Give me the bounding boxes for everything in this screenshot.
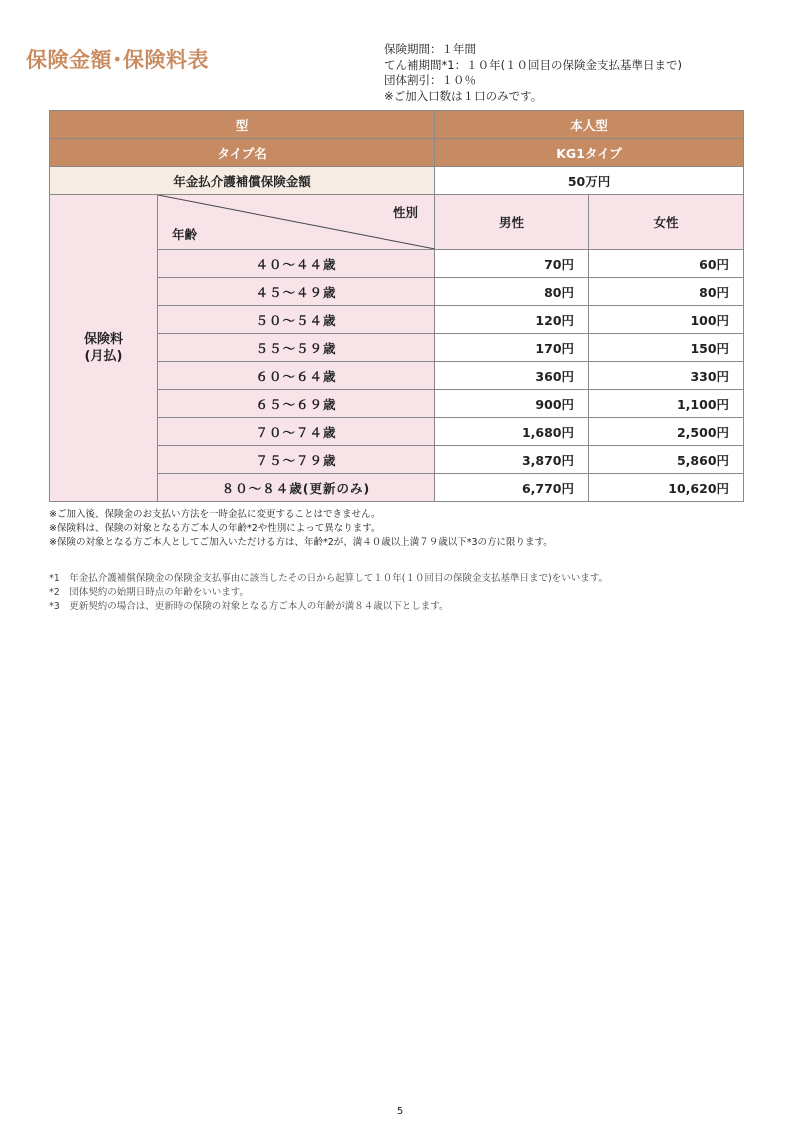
policy-meta [384, 42, 682, 104]
male-premium: 1,680円 [435, 418, 589, 446]
meta-line: 団体割引：１０％ [384, 73, 476, 87]
typename-value: KG1タイプ [435, 139, 744, 167]
age-header: 年齢 [172, 227, 198, 242]
meta-line: てん補期間*1：１０年(１０回目の保険金支払基準日まで) [384, 57, 683, 72]
female-premium: 1,100円 [589, 390, 744, 418]
male-premium: 3,870円 [435, 446, 589, 474]
meta-line: 保険期間：１年間 [384, 42, 476, 56]
age-cell: ５０～５４歳 [158, 306, 435, 334]
diagonal-header [158, 195, 435, 250]
type-value: 本人型 [435, 111, 744, 139]
age-cell: ４０～４４歳 [158, 250, 435, 278]
amount-label: 年金払介護補償保険金額 [50, 167, 435, 195]
female-premium: 80円 [589, 278, 744, 306]
note-line: ※保険の対象となる方ご本人としてご加入いただける方は、年齢*2が、満４０歳以上満７９歳以下*3の方に限ります。 [49, 537, 553, 548]
gender-header: 性別 [393, 205, 419, 220]
amount-value: 50万円 [435, 167, 744, 195]
female-premium: 100円 [589, 306, 744, 334]
female-premium: 2,500円 [589, 418, 744, 446]
notes [49, 508, 553, 550]
premium-label-main: 保険料 [83, 332, 123, 347]
age-cell: ５５～５９歳 [158, 334, 435, 362]
footnote-line: *3 更新契約の場合は、更新時の保険の対象となる方ご本人の年齢が満８４歳以下とします。 [49, 601, 449, 612]
type-label: 型 [50, 111, 435, 139]
age-cell: ６０～６４歳 [158, 362, 435, 390]
female-premium: 5,860円 [589, 446, 744, 474]
female-premium: 60円 [589, 250, 744, 278]
premium-label-sub: (月払) [84, 349, 123, 364]
male-premium: 6,770円 [435, 474, 589, 502]
footnote-line: *2 団体契約の始期日時点の年齢をいいます。 [49, 587, 250, 598]
premium-table [49, 110, 744, 502]
age-cell: ７０～７４歳 [158, 418, 435, 446]
page-number: 5 [396, 1106, 404, 1117]
footnotes [49, 572, 608, 614]
female-header: 女性 [589, 195, 744, 250]
age-cell: ６５～６９歳 [158, 390, 435, 418]
meta-line: ※ご加入口数は１口のみです。 [384, 88, 543, 103]
male-premium: 360円 [435, 362, 589, 390]
age-cell: ７５～７９歳 [158, 446, 435, 474]
age-cell: ８０～８４歳(更新のみ) [158, 474, 435, 502]
female-premium: 330円 [589, 362, 744, 390]
footnote-line: *1 年金払介護補償保険金の保険金支払事由に該当したその日から起算して１０年(１０回目の保険金支払基準日まで)をいいます。 [49, 573, 608, 584]
premium-label [50, 195, 158, 502]
male-premium: 80円 [435, 278, 589, 306]
male-premium: 170円 [435, 334, 589, 362]
male-header: 男性 [435, 195, 589, 250]
male-premium: 120円 [435, 306, 589, 334]
female-premium: 10,620円 [589, 474, 744, 502]
male-premium: 70円 [435, 250, 589, 278]
male-premium: 900円 [435, 390, 589, 418]
age-cell: ４５～４９歳 [158, 278, 435, 306]
page-title: 保険金額･保険料表 [26, 48, 209, 72]
typename-label: タイプ名 [50, 139, 435, 167]
female-premium: 150円 [589, 334, 744, 362]
note-line: ※ご加入後、保険金のお支払い方法を一時金払に変更することはできません。 [49, 509, 381, 520]
note-line: ※保険料は、保険の対象となる方ご本人の年齢*2や性別によって異なります。 [49, 523, 381, 534]
